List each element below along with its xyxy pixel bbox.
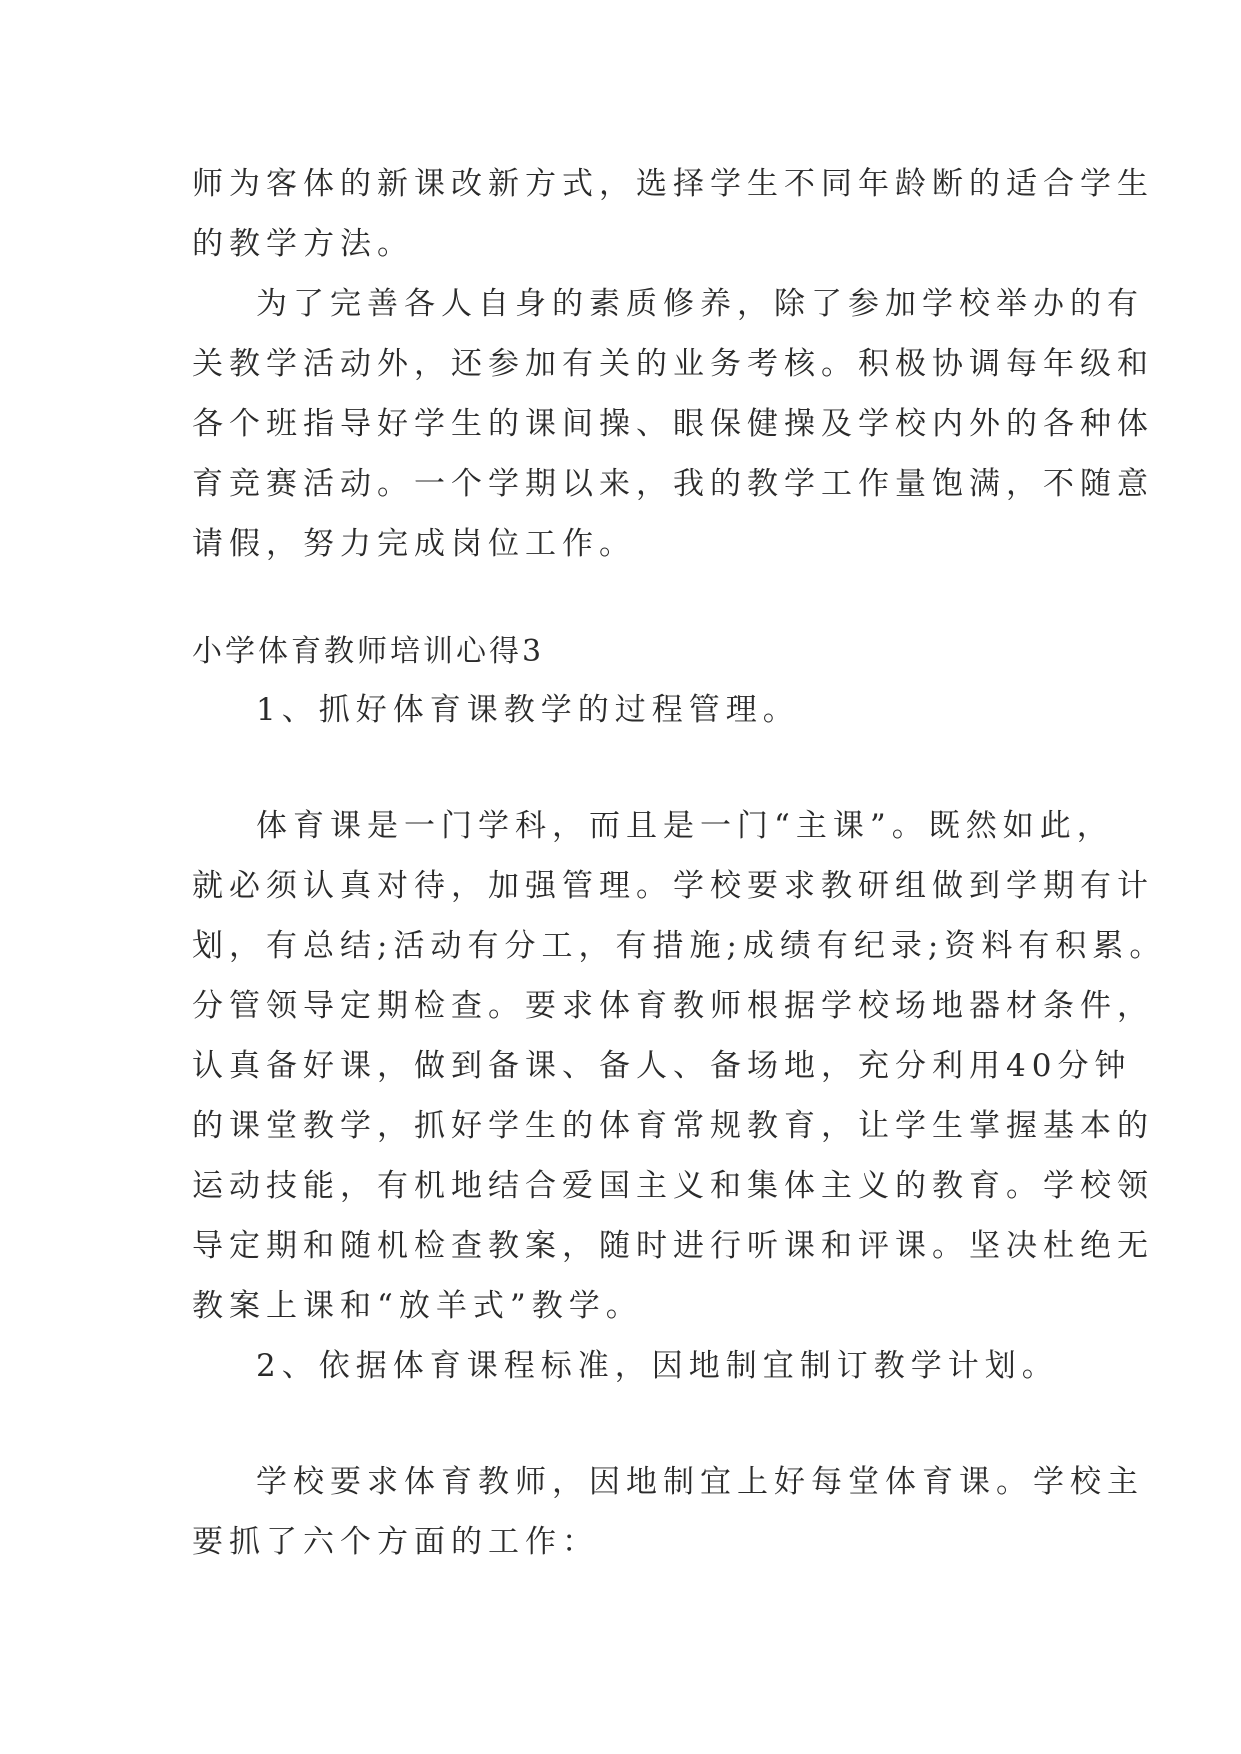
paragraph-line: 运动技能，有机地结合爱国主义和集体主义的教育。学校领 bbox=[192, 1168, 1154, 1204]
paragraph-line: 关教学活动外，还参加有关的业务考核。积极协调每年级和 bbox=[192, 346, 1154, 382]
paragraph-line: 导定期和随机检查教案，随时进行听课和评课。坚决杜绝无 bbox=[192, 1228, 1154, 1264]
paragraph-line: 学校要求体育教师，因地制宜上好每堂体育课。学校主 bbox=[256, 1464, 1144, 1500]
paragraph-line: 体育课是一门学科，而且是一门“主课”。既然如此， bbox=[256, 808, 1114, 844]
list-item-heading: 2、依据体育课程标准，因地制宜制订教学计划。 bbox=[256, 1348, 1059, 1384]
section-heading: 小学体育教师培训心得3 bbox=[192, 634, 545, 669]
paragraph-line: 的教学方法。 bbox=[192, 226, 414, 262]
paragraph-line: 各个班指导好学生的课间操、眼保健操及学校内外的各种体 bbox=[192, 406, 1154, 442]
paragraph-line: 的课堂教学，抓好学生的体育常规教育，让学生掌握基本的 bbox=[192, 1108, 1154, 1144]
paragraph-line: 划，有总结;活动有分工，有措施;成绩有纪录;资料有积累。 bbox=[192, 928, 1167, 964]
paragraph-line: 教案上课和“放羊式”教学。 bbox=[192, 1288, 643, 1324]
paragraph-line: 分管领导定期检查。要求体育教师根据学校场地器材条件， bbox=[192, 988, 1154, 1024]
paragraph-line: 为了完善各人自身的素质修养，除了参加学校举办的有 bbox=[256, 286, 1144, 322]
paragraph-line: 就必须认真对待，加强管理。学校要求教研组做到学期有计 bbox=[192, 868, 1154, 904]
paragraph-line: 认真备好课，做到备课、备人、备场地，充分利用40分钟 bbox=[192, 1048, 1132, 1084]
paragraph-line: 请假，努力完成岗位工作。 bbox=[192, 526, 636, 562]
paragraph-line: 师为客体的新课改新方式，选择学生不同年龄断的适合学生 bbox=[192, 166, 1154, 202]
paragraph-line: 要抓了六个方面的工作： bbox=[192, 1524, 599, 1560]
paragraph-line: 育竞赛活动。一个学期以来，我的教学工作量饱满，不随意 bbox=[192, 466, 1154, 502]
list-item-heading: 1、抓好体育课教学的过程管理。 bbox=[256, 692, 800, 728]
